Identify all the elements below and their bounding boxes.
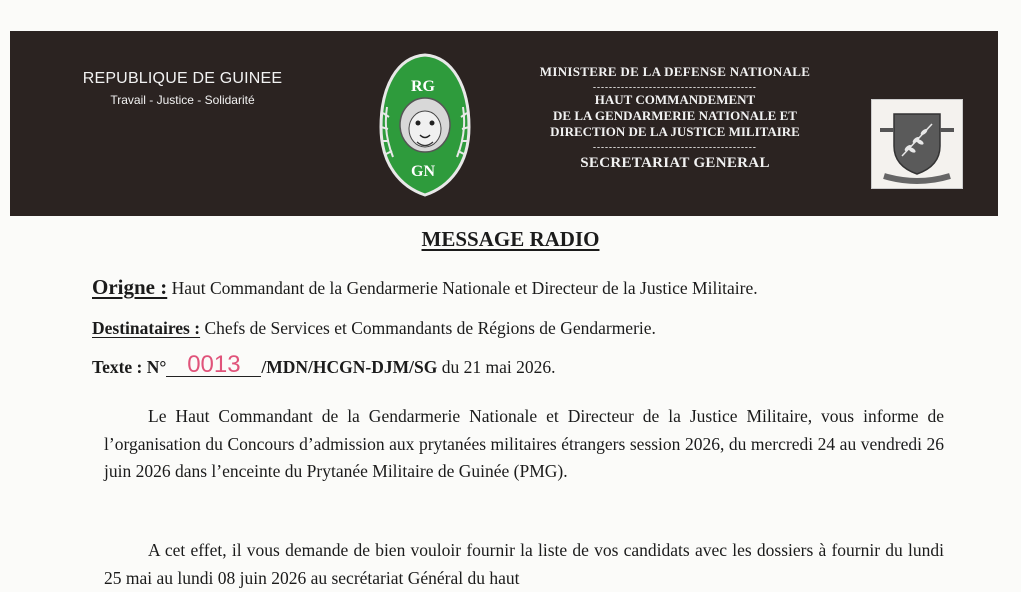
command-line-2: DE LA GENDARMERIE NATIONALE ET bbox=[553, 108, 797, 123]
ministry-name: MINISTERE DE LA DEFENSE NATIONALE bbox=[539, 64, 811, 79]
body-paragraph-1: Le Haut Commandant de la Gendarmerie Nationale et Directeur de la Justice Militaire, vous informe de l’organisation du Concours d’admission aux prytanées militaires étrangers session 2026, du mercredi 24 au vendredi 26 juin 2026 dans l’enceinte du Prytanée Militaire de Guinée (PMG). bbox=[104, 406, 944, 481]
reference-line bbox=[92, 351, 556, 378]
origin-line bbox=[92, 275, 758, 300]
document-title: MESSAGE RADIO bbox=[421, 227, 600, 251]
command-line-3: DIRECTION DE LA JUSTICE MILITAIRE bbox=[550, 124, 800, 139]
national-motto: Travail - Justice - Solidarité bbox=[110, 93, 255, 107]
body-paragraph-2: A cet effet, il vous demande de bien vouloir fournir la liste de vos candidats avec les dossiers à fournir du lundi 25 mai au lundi 08 juin 2026 au secrétariat Général du haut bbox=[104, 540, 944, 588]
reference-number-stamp: 0013 bbox=[166, 354, 261, 377]
text-label: Texte : N° bbox=[92, 357, 167, 377]
reference-code: /MDN/HCGN-DJM/SG bbox=[261, 357, 438, 377]
origin-label: Origne : bbox=[92, 275, 168, 299]
emblem-bottom-letters: GN bbox=[411, 163, 435, 180]
republic-block bbox=[75, 70, 290, 107]
country-name: REPUBLIQUE DE GUINEE bbox=[82, 70, 283, 87]
command-line-1: HAUT COMMANDEMENT bbox=[594, 92, 756, 107]
reference-date: du 21 mai 2026. bbox=[437, 357, 556, 377]
recipients-text: Chefs de Services et Commandants de Régions de Gendarmerie. bbox=[200, 318, 656, 338]
recipients-line bbox=[92, 318, 656, 339]
separator-top: ----------------------------------------- bbox=[593, 82, 757, 92]
ministry-block bbox=[500, 64, 850, 172]
justice-crest bbox=[871, 99, 963, 189]
gendarmerie-emblem bbox=[373, 37, 477, 202]
emblem-top-letters: RG bbox=[411, 78, 435, 95]
origin-text: Haut Commandant de la Gendarmerie Nationale et Directeur de la Justice Militaire. bbox=[167, 278, 758, 298]
recipients-label: Destinataires : bbox=[92, 318, 201, 338]
shield-icon bbox=[872, 100, 962, 188]
separator-bottom: ----------------------------------------- bbox=[593, 142, 757, 152]
secretariat-name: SECRETARIAT GENERAL bbox=[580, 155, 770, 171]
